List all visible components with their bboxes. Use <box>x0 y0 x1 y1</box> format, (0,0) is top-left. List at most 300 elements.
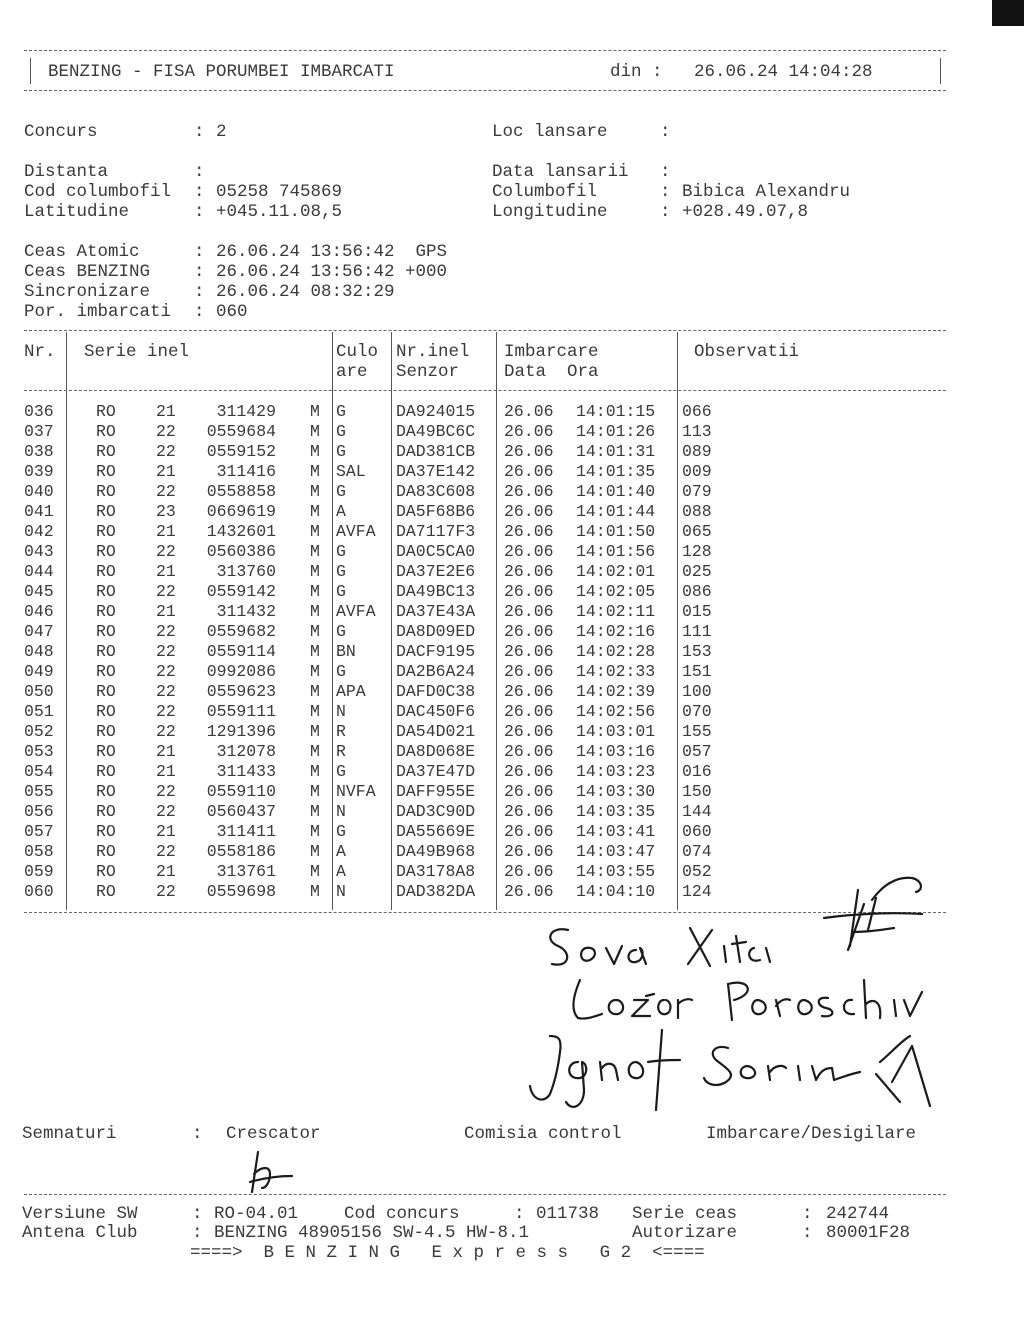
row-serial: 312078 <box>216 742 276 761</box>
header-nr-inel-2: Senzor <box>396 362 460 382</box>
row-number: 051 <box>24 702 54 721</box>
row-serial: 0559682 <box>206 622 276 641</box>
row-observation: 088 <box>682 502 712 521</box>
row-color: N <box>336 882 346 901</box>
signature-commission-3 <box>520 1022 940 1122</box>
columbofil-value: Bibica Alexandru <box>682 182 851 202</box>
colon: : <box>192 1223 203 1243</box>
row-date: 26.06 <box>504 882 554 901</box>
row-serial: 311429 <box>216 402 276 421</box>
row-sex: M <box>310 782 320 801</box>
row-number: 041 <box>24 502 54 521</box>
header-bottom-border <box>24 90 946 91</box>
latitudine-label: Latitudine <box>24 202 130 222</box>
footer-divider <box>24 1194 946 1195</box>
row-time: 14:02:11 <box>576 602 656 621</box>
row-date: 26.06 <box>504 722 554 741</box>
row-year: 21 <box>156 402 176 421</box>
row-date: 26.06 <box>504 642 554 661</box>
header-date-label: din : <box>610 62 663 82</box>
row-country: RO <box>96 702 116 721</box>
row-year: 22 <box>156 442 176 461</box>
row-observation: 128 <box>682 542 712 561</box>
row-country: RO <box>96 402 116 421</box>
row-serial: 0992086 <box>206 662 276 681</box>
row-year: 22 <box>156 482 176 501</box>
row-country: RO <box>96 802 116 821</box>
row-year: 23 <box>156 502 176 521</box>
row-date: 26.06 <box>504 442 554 461</box>
row-sensor: DA49BC6C <box>396 422 476 441</box>
row-color: N <box>336 802 346 821</box>
row-color: APA <box>336 682 366 701</box>
row-year: 21 <box>156 822 176 841</box>
colon: : <box>192 1204 203 1224</box>
row-serial: 0558186 <box>206 842 276 861</box>
row-sensor: DAFD0C38 <box>396 682 476 701</box>
row-date: 26.06 <box>504 562 554 581</box>
row-time: 14:02:16 <box>576 622 656 641</box>
comisia-control-label: Comisia control <box>464 1124 622 1144</box>
header-imbarcare-2: Data Ora <box>504 362 599 382</box>
header-right-border <box>940 58 941 84</box>
row-color: AVFA <box>336 602 376 621</box>
row-number: 059 <box>24 862 54 881</box>
row-time: 14:01:31 <box>576 442 656 461</box>
sincronizare-label: Sincronizare <box>24 282 151 302</box>
row-number: 047 <box>24 622 54 641</box>
header-observatii: Observatii <box>694 342 800 362</box>
row-year: 22 <box>156 662 176 681</box>
header-nr: Nr. <box>24 342 56 362</box>
semnaturi-label: Semnaturi <box>22 1124 117 1144</box>
row-color: R <box>336 742 346 761</box>
row-sex: M <box>310 702 320 721</box>
row-color: G <box>336 542 346 561</box>
row-observation: 144 <box>682 802 712 821</box>
row-observation: 150 <box>682 782 712 801</box>
row-country: RO <box>96 582 116 601</box>
row-serial: 0559684 <box>206 422 276 441</box>
row-date: 26.06 <box>504 782 554 801</box>
row-time: 14:03:55 <box>576 862 656 881</box>
row-year: 22 <box>156 582 176 601</box>
row-observation: 124 <box>682 882 712 901</box>
row-country: RO <box>96 422 116 441</box>
colon: : <box>514 1204 525 1224</box>
row-time: 14:03:16 <box>576 742 656 761</box>
row-sex: M <box>310 482 320 501</box>
row-number: 056 <box>24 802 54 821</box>
row-sensor: DAC450F6 <box>396 702 476 721</box>
row-sex: M <box>310 862 320 881</box>
row-country: RO <box>96 482 116 501</box>
row-time: 14:01:56 <box>576 542 656 561</box>
row-year: 22 <box>156 702 176 721</box>
col-divider <box>677 332 678 910</box>
signature-commission-2 <box>560 970 940 1030</box>
table-top-border <box>24 330 946 331</box>
serie-ceas-label: Serie ceas <box>632 1204 738 1224</box>
colon: : <box>802 1223 813 1243</box>
row-country: RO <box>96 542 116 561</box>
row-date: 26.06 <box>504 482 554 501</box>
row-country: RO <box>96 682 116 701</box>
row-time: 14:01:50 <box>576 522 656 541</box>
colon: : <box>192 1124 203 1144</box>
row-time: 14:04:10 <box>576 882 656 901</box>
row-sensor: DA54D021 <box>396 722 476 741</box>
header-imbarcare-1: Imbarcare <box>504 342 599 362</box>
row-date: 26.06 <box>504 702 554 721</box>
row-color: G <box>336 822 346 841</box>
ceas-benzing-label: Ceas BENZING <box>24 262 151 282</box>
row-date: 26.06 <box>504 742 554 761</box>
row-sex: M <box>310 502 320 521</box>
row-time: 14:03:35 <box>576 802 656 821</box>
row-serial: 0559142 <box>206 582 276 601</box>
row-sensor: DA37E2E6 <box>396 562 476 581</box>
row-color: G <box>336 762 346 781</box>
row-number: 050 <box>24 682 54 701</box>
row-date: 26.06 <box>504 762 554 781</box>
row-year: 21 <box>156 522 176 541</box>
row-color: G <box>336 582 346 601</box>
scan-corner-mark <box>992 0 1024 26</box>
crescator-label: Crescator <box>226 1124 321 1144</box>
row-color: G <box>336 442 346 461</box>
row-sensor: DACF9195 <box>396 642 476 661</box>
document-title: BENZING - FISA PORUMBEI IMBARCATI <box>48 62 395 82</box>
row-serial: 1432601 <box>206 522 276 541</box>
row-color: G <box>336 402 346 421</box>
row-color: NVFA <box>336 782 376 801</box>
colon: : <box>194 282 205 302</box>
row-date: 26.06 <box>504 822 554 841</box>
row-observation: 065 <box>682 522 712 541</box>
row-serial: 0560386 <box>206 542 276 561</box>
row-serial: 0560437 <box>206 802 276 821</box>
row-number: 046 <box>24 602 54 621</box>
colon: : <box>660 202 671 222</box>
row-year: 21 <box>156 862 176 881</box>
row-observation: 070 <box>682 702 712 721</box>
versiune-sw-value: RO-04.01 <box>214 1204 299 1224</box>
row-color: A <box>336 862 346 881</box>
row-date: 26.06 <box>504 582 554 601</box>
row-country: RO <box>96 502 116 521</box>
header-top-border <box>24 50 946 51</box>
row-observation: 057 <box>682 742 712 761</box>
row-observation: 155 <box>682 722 712 741</box>
row-sex: M <box>310 822 320 841</box>
row-color: A <box>336 842 346 861</box>
row-year: 22 <box>156 622 176 641</box>
header-culoare-1: Culo <box>336 342 379 362</box>
row-country: RO <box>96 562 116 581</box>
row-time: 14:02:56 <box>576 702 656 721</box>
por-imbarcati-label: Por. imbarcati <box>24 302 172 322</box>
row-color: G <box>336 562 346 581</box>
header-serie-inel: Serie inel <box>84 342 190 362</box>
row-sensor: DA49B968 <box>396 842 476 861</box>
ceas-atomic-label: Ceas Atomic <box>24 242 140 262</box>
row-serial: 0559623 <box>206 682 276 701</box>
row-date: 26.06 <box>504 402 554 421</box>
row-number: 058 <box>24 842 54 861</box>
row-sensor: DA8D068E <box>396 742 476 761</box>
row-sensor: DA55669E <box>396 822 476 841</box>
row-serial: 0669619 <box>206 502 276 521</box>
loc-lansare-label: Loc lansare <box>492 122 608 142</box>
row-year: 21 <box>156 742 176 761</box>
row-time: 14:02:05 <box>576 582 656 601</box>
row-sensor: DA49BC13 <box>396 582 476 601</box>
row-date: 26.06 <box>504 502 554 521</box>
row-sex: M <box>310 802 320 821</box>
row-country: RO <box>96 862 116 881</box>
distanta-label: Distanta <box>24 162 109 182</box>
ceas-benzing-value: 26.06.24 13:56:42 +000 <box>216 262 448 282</box>
row-number: 060 <box>24 882 54 901</box>
row-color: R <box>336 722 346 741</box>
row-country: RO <box>96 662 116 681</box>
row-date: 26.06 <box>504 802 554 821</box>
row-sex: M <box>310 422 320 441</box>
colon: : <box>194 182 205 202</box>
row-observation: 066 <box>682 402 712 421</box>
row-number: 053 <box>24 742 54 761</box>
row-date: 26.06 <box>504 862 554 881</box>
row-time: 14:03:30 <box>576 782 656 801</box>
imbarcare-desigilare-label: Imbarcare/Desigilare <box>706 1124 917 1144</box>
row-date: 26.06 <box>504 522 554 541</box>
row-time: 14:02:39 <box>576 682 656 701</box>
row-country: RO <box>96 742 116 761</box>
row-observation: 089 <box>682 442 712 461</box>
row-sensor: DAD381CB <box>396 442 476 461</box>
row-sensor: DAD382DA <box>396 882 476 901</box>
row-number: 042 <box>24 522 54 541</box>
longitudine-value: +028.49.07,8 <box>682 202 809 222</box>
row-country: RO <box>96 642 116 661</box>
latitudine-value: +045.11.08,5 <box>216 202 343 222</box>
table-header-divider <box>24 390 946 391</box>
row-sex: M <box>310 442 320 461</box>
row-date: 26.06 <box>504 602 554 621</box>
row-year: 22 <box>156 722 176 741</box>
row-serial: 311432 <box>216 602 276 621</box>
row-number: 040 <box>24 482 54 501</box>
row-year: 22 <box>156 642 176 661</box>
row-country: RO <box>96 622 116 641</box>
row-country: RO <box>96 602 116 621</box>
row-sex: M <box>310 722 320 741</box>
row-number: 045 <box>24 582 54 601</box>
row-year: 21 <box>156 602 176 621</box>
col-divider <box>391 332 392 910</box>
row-observation: 151 <box>682 662 712 681</box>
row-color: A <box>336 502 346 521</box>
colon: : <box>660 182 671 202</box>
row-color: N <box>336 702 346 721</box>
row-country: RO <box>96 762 116 781</box>
row-year: 22 <box>156 782 176 801</box>
row-color: AVFA <box>336 522 376 541</box>
row-number: 055 <box>24 782 54 801</box>
row-date: 26.06 <box>504 842 554 861</box>
row-serial: 311433 <box>216 762 276 781</box>
row-time: 14:01:44 <box>576 502 656 521</box>
row-sensor: DA924015 <box>396 402 476 421</box>
signature-crescator <box>244 1148 294 1196</box>
row-number: 044 <box>24 562 54 581</box>
row-sex: M <box>310 602 320 621</box>
row-sensor: DA37E43A <box>396 602 476 621</box>
row-observation: 079 <box>682 482 712 501</box>
row-time: 14:03:23 <box>576 762 656 781</box>
row-time: 14:03:47 <box>576 842 656 861</box>
row-serial: 1291396 <box>206 722 276 741</box>
data-lansarii-label: Data lansarii <box>492 162 629 182</box>
row-sex: M <box>310 682 320 701</box>
row-observation: 060 <box>682 822 712 841</box>
row-sex: M <box>310 582 320 601</box>
colon: : <box>660 122 671 142</box>
row-number: 049 <box>24 662 54 681</box>
row-year: 21 <box>156 762 176 781</box>
row-time: 14:02:33 <box>576 662 656 681</box>
row-serial: 313761 <box>216 862 276 881</box>
row-observation: 052 <box>682 862 712 881</box>
concurs-value: 2 <box>216 122 227 142</box>
header-nr-inel-1: Nr.inel <box>396 342 470 362</box>
por-imbarcati-value: 060 <box>216 302 248 322</box>
row-time: 14:01:26 <box>576 422 656 441</box>
row-number: 039 <box>24 462 54 481</box>
row-country: RO <box>96 722 116 741</box>
row-sensor: DAFF955E <box>396 782 476 801</box>
row-sensor: DA83C608 <box>396 482 476 501</box>
row-sex: M <box>310 522 320 541</box>
row-sensor: DA5F68B6 <box>396 502 476 521</box>
ceas-atomic-value: 26.06.24 13:56:42 GPS <box>216 242 448 262</box>
cod-columbofil-label: Cod columbofil <box>24 182 172 202</box>
row-observation: 025 <box>682 562 712 581</box>
cod-concurs-label: Cod concurs <box>344 1204 460 1224</box>
antena-club-value: BENZING 48905156 SW-4.5 HW-8.1 <box>214 1223 530 1243</box>
row-date: 26.06 <box>504 622 554 641</box>
signature-commission-1-mark <box>812 870 942 960</box>
row-sensor: DA7117F3 <box>396 522 476 541</box>
header-culoare-2: are <box>336 362 368 382</box>
col-divider <box>66 332 67 910</box>
row-serial: 0559110 <box>206 782 276 801</box>
row-year: 22 <box>156 422 176 441</box>
row-time: 14:03:01 <box>576 722 656 741</box>
row-year: 22 <box>156 882 176 901</box>
row-serial: 0558858 <box>206 482 276 501</box>
row-observation: 153 <box>682 642 712 661</box>
col-divider <box>496 332 497 910</box>
row-serial: 313760 <box>216 562 276 581</box>
row-time: 14:03:41 <box>576 822 656 841</box>
row-date: 26.06 <box>504 662 554 681</box>
row-number: 036 <box>24 402 54 421</box>
row-country: RO <box>96 842 116 861</box>
row-color: G <box>336 482 346 501</box>
cod-columbofil-value: 05258 745869 <box>216 182 343 202</box>
row-observation: 100 <box>682 682 712 701</box>
row-number: 038 <box>24 442 54 461</box>
row-sensor: DA3178A8 <box>396 862 476 881</box>
row-date: 26.06 <box>504 682 554 701</box>
row-sex: M <box>310 402 320 421</box>
antena-club-label: Antena Club <box>22 1223 138 1243</box>
row-sex: M <box>310 562 320 581</box>
row-country: RO <box>96 782 116 801</box>
row-serial: 0559114 <box>206 642 276 661</box>
row-number: 052 <box>24 722 54 741</box>
row-serial: 0559152 <box>206 442 276 461</box>
row-observation: 016 <box>682 762 712 781</box>
row-year: 22 <box>156 802 176 821</box>
row-sex: M <box>310 462 320 481</box>
colon: : <box>194 202 205 222</box>
row-country: RO <box>96 442 116 461</box>
col-divider <box>332 332 333 910</box>
row-sensor: DAD3C90D <box>396 802 476 821</box>
row-observation: 086 <box>682 582 712 601</box>
row-sex: M <box>310 762 320 781</box>
row-number: 048 <box>24 642 54 661</box>
row-sex: M <box>310 842 320 861</box>
row-number: 057 <box>24 822 54 841</box>
row-date: 26.06 <box>504 542 554 561</box>
row-sex: M <box>310 742 320 761</box>
row-time: 14:02:28 <box>576 642 656 661</box>
row-country: RO <box>96 882 116 901</box>
row-sex: M <box>310 882 320 901</box>
row-time: 14:01:35 <box>576 462 656 481</box>
row-color: G <box>336 622 346 641</box>
concurs-label: Concurs <box>24 122 98 142</box>
columbofil-label: Columbofil <box>492 182 598 202</box>
row-time: 14:02:01 <box>576 562 656 581</box>
row-serial: 0559111 <box>206 702 276 721</box>
colon: : <box>194 122 205 142</box>
colon: : <box>660 162 671 182</box>
row-sensor: DA37E142 <box>396 462 476 481</box>
colon: : <box>194 262 205 282</box>
row-color: G <box>336 662 346 681</box>
row-country: RO <box>96 822 116 841</box>
row-observation: 015 <box>682 602 712 621</box>
row-color: G <box>336 422 346 441</box>
autorizare-value: 80001F28 <box>826 1223 911 1243</box>
row-sex: M <box>310 662 320 681</box>
serie-ceas-value: 242744 <box>826 1204 890 1224</box>
row-year: 22 <box>156 542 176 561</box>
row-observation: 009 <box>682 462 712 481</box>
row-serial: 0559698 <box>206 882 276 901</box>
row-serial: 311411 <box>216 822 276 841</box>
header-left-border <box>30 58 31 84</box>
row-number: 037 <box>24 422 54 441</box>
row-observation: 113 <box>682 422 712 441</box>
colon: : <box>194 302 205 322</box>
colon: : <box>194 162 205 182</box>
